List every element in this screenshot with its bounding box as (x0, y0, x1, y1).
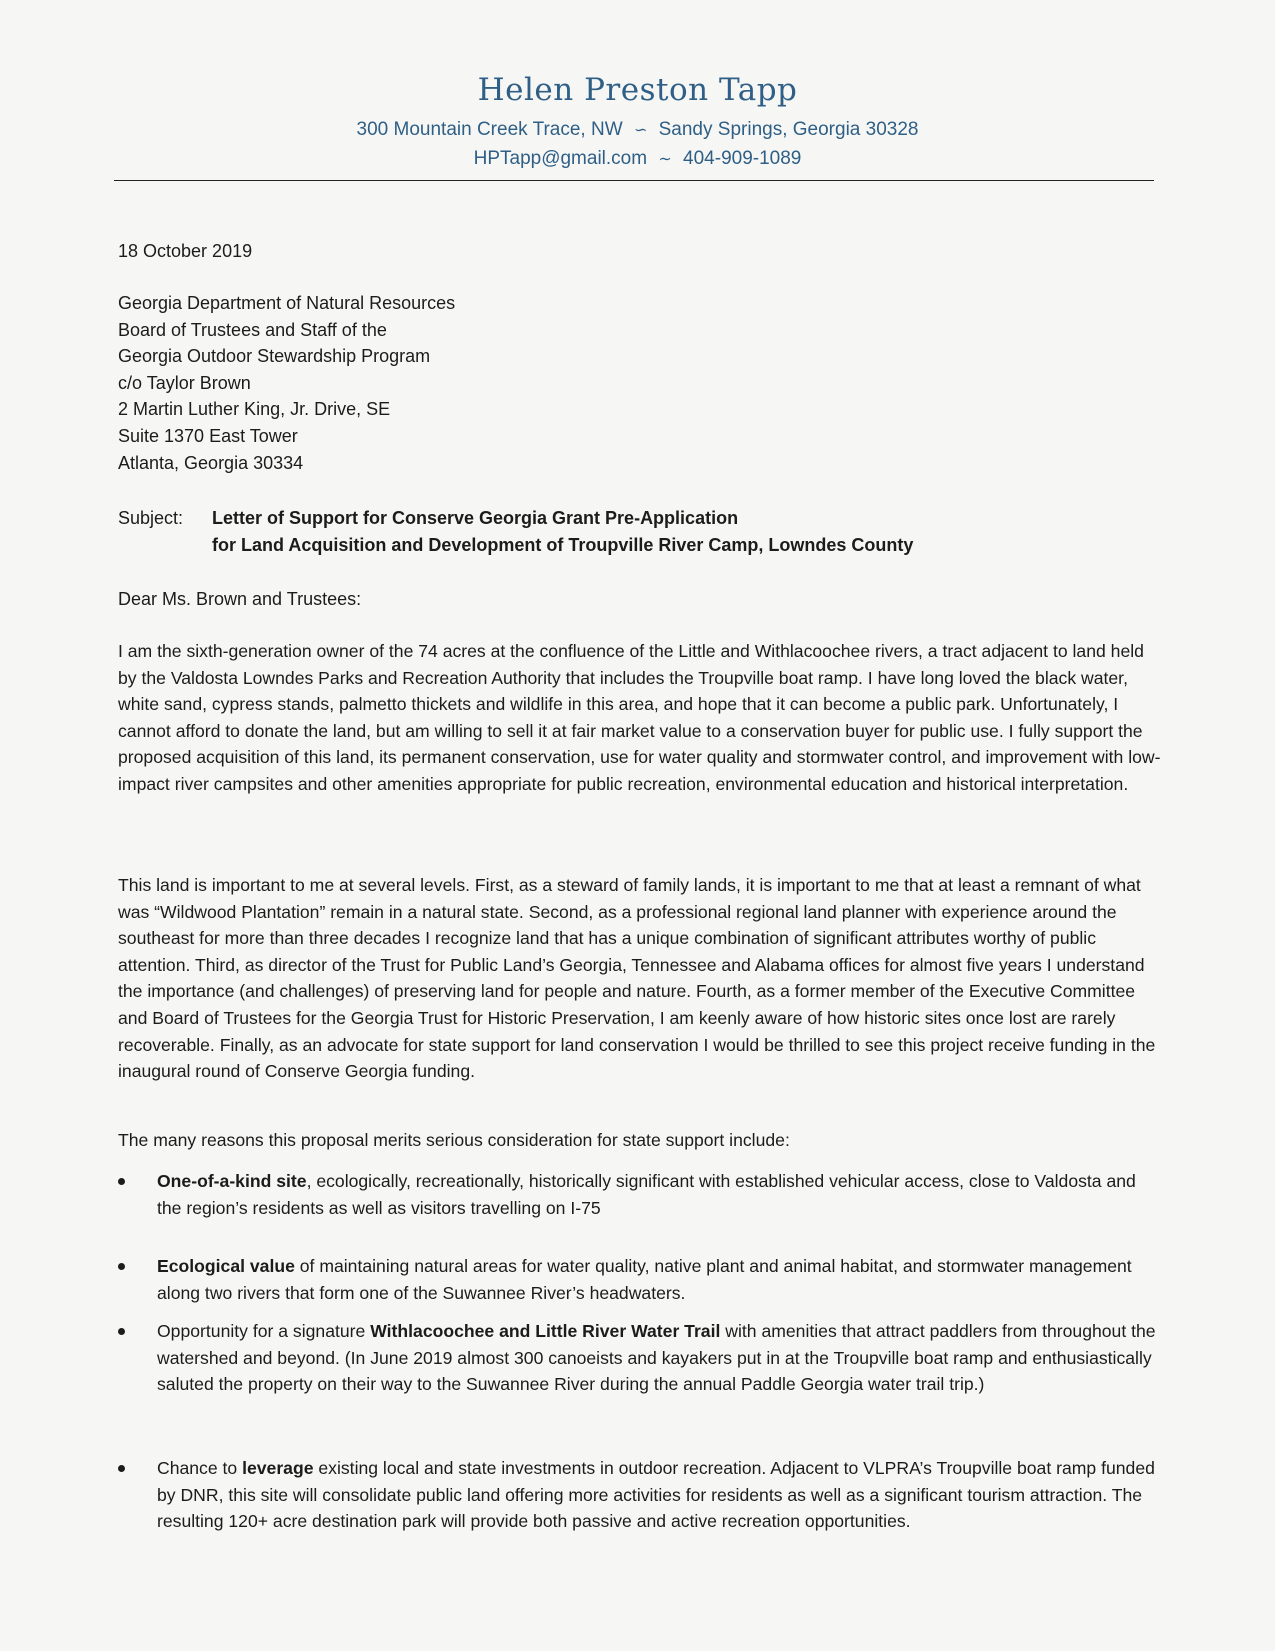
bullet-icon (118, 1465, 125, 1472)
body-paragraph: This land is important to me at several levels. First, as a steward of family lands, it is important to me that at least a remnant of what was “Wildwood Plantation” remain in a natural state. Second, as a professional regional land planner with experience around the southeast for more than three decades I recognize land that has a unique combination of significant attributes worthy of public attention. Third, as director of the Trust for Public Land’s Georgia, Tennessee and Alabama offices for almost five years I understand the importance (and challenges) of preserving land for people and nature. Fourth, as a former member of the Executive Committee and Board of Trustees for the Georgia Trust for Historic Preservation, I am keenly aware of how historic sites once lost are rarely recoverable. Finally, as an advocate for state support for land conservation I would be thrilled to see this project receive funding in the inaugural round of Conserve Georgia funding. (118, 875, 1156, 1082)
subject-text (212, 505, 913, 559)
bullet-icon (118, 1328, 125, 1335)
list-item-highlight: Ecological value (157, 1256, 295, 1276)
list-item-lead: Chance to (157, 1458, 243, 1478)
list-item-text (157, 1318, 1157, 1398)
subject-line: Letter of Support for Conserve Georgia Grant Pre-Application (212, 508, 739, 528)
list-item-highlight: One-of-a-kind site (157, 1171, 307, 1191)
body-paragraph: The many reasons this proposal merits serious consideration for state support include: (118, 1130, 790, 1150)
letterhead (0, 70, 1275, 174)
recipient-line: Georgia Outdoor Stewardship Program (118, 346, 431, 367)
list-item-rest: , ecologically, recreationally, historically significant with established vehicular access, close to Valdosta and the region’s residents as well as visitors travelling on I-75 (157, 1171, 1136, 1218)
list-item-highlight: Withlacoochee and Little River Water Trail (370, 1321, 721, 1341)
recipient-line: Board of Trustees and Staff of the (118, 319, 387, 340)
recipient-line: 2 Martin Luther King, Jr. Drive, SE (118, 399, 391, 420)
sender-city: Sandy Springs, Georgia 30328 (658, 119, 919, 140)
salutation: Dear Ms. Brown and Trustees: (118, 589, 362, 609)
sender-street: 300 Mountain Creek Trace, NW (356, 119, 623, 140)
body-paragraph: I am the sixth-generation owner of the 74 acres at the confluence of the Little and Withlacoochee rivers, a tract adjacent to land held by the Valdosta Lowndes Parks and Recreation Authority that includes the Troupville boat ramp. I have long loved the black water, white sand, cypress stands, palmetto thickets and wildlife in this area, and hope that it can become a public park. Unfortunately, I cannot afford to donate the land, but am willing to sell it at fair market value to a conservation buyer for public use. I fully support the proposed acquisition of this land, its permanent conservation, use for water quality and stormwater control, and improvement with low-impact river campsites and other amenities appropriate for public recreation, environmental education and historical interpretation. (118, 641, 1161, 794)
subject-line: for Land Acquisition and Development of Troupville River Camp, Lowndes County (212, 535, 914, 555)
sender-contact-line (0, 145, 1275, 174)
sender-address-line (0, 116, 1275, 145)
letter-date: 18 October 2019 (118, 241, 253, 261)
recipient-line: Atlanta, Georgia 30334 (118, 452, 304, 473)
list-item-text (157, 1168, 1157, 1221)
recipient-line: Georgia Department of Natural Resources (118, 293, 456, 313)
recipient-address (118, 290, 455, 476)
sender-phone: 404-909-1089 (683, 148, 802, 169)
list-item-highlight: leverage (242, 1458, 314, 1478)
subject-label: Subject: (118, 508, 184, 528)
list-item-rest: with amenities that attract paddlers from throughout the watershed and beyond. (In June 2019 almost 300 canoeists and kayakers put in at the Troupville boat ramp and enthusiastically saluted the property on their way to the Suwannee River during the annual Paddle Georgia water trail trip.) (157, 1321, 1156, 1395)
letterhead-divider (114, 180, 1154, 181)
list-item-rest: of maintaining natural areas for water quality, native plant and animal habitat, and stormwater management along two rivers that form one of the Suwannee River’s headwaters. (157, 1256, 1132, 1303)
list-item-rest: existing local and state investments in outdoor recreation. Adjacent to VLPRA’s Troupville boat ramp funded by DNR, this site will consolidate public land offering more activities for residents as well as a significant tourism attraction. The resulting 120+ acre destination park will provide both passive and active recreation opportunities. (157, 1458, 1155, 1532)
bullet-icon (118, 1263, 125, 1270)
list-item-text (157, 1455, 1157, 1535)
recipient-line: c/o Taylor Brown (118, 372, 251, 393)
ornament-separator-icon: ∼ (658, 151, 672, 168)
sender-email: HPTapp@gmail.com (473, 148, 648, 169)
ornament-separator-icon: ∽ (633, 122, 648, 139)
list-item-lead: Opportunity for a signature (157, 1321, 371, 1341)
recipient-line: Suite 1370 East Tower (118, 425, 298, 446)
list-item-text (157, 1253, 1157, 1306)
bullet-icon (118, 1178, 125, 1185)
sender-name: Helen Preston Tapp (477, 72, 798, 108)
